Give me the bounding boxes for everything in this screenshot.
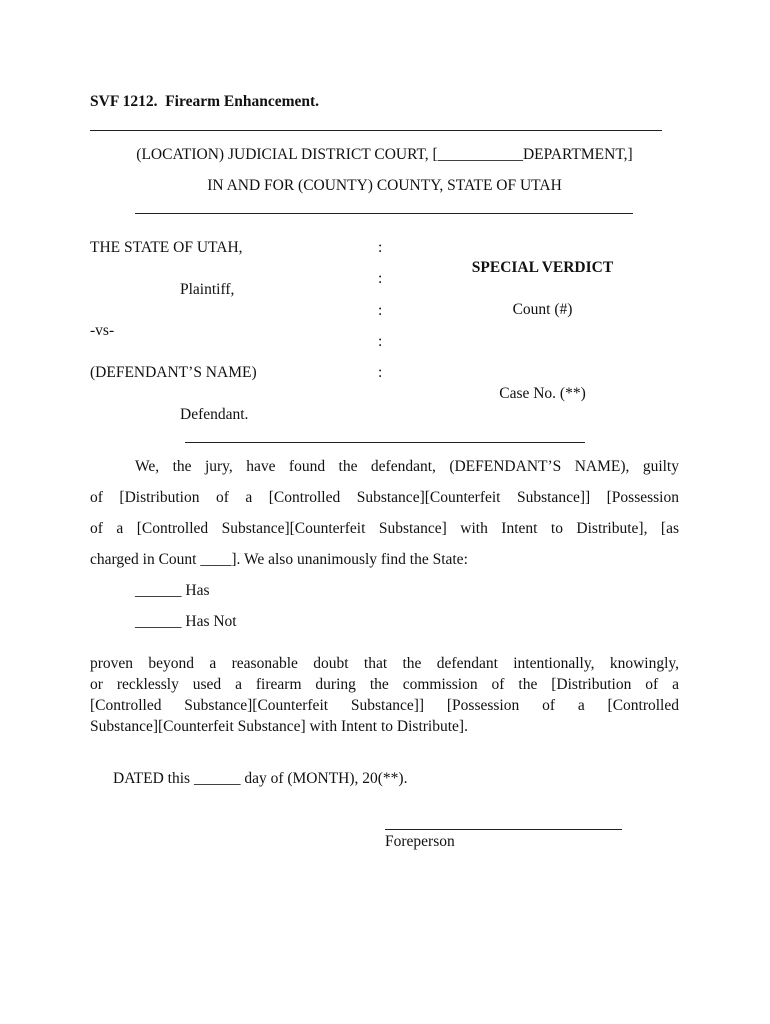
form-header [90, 93, 319, 111]
caption-separator: : [378, 270, 383, 287]
option-has: ______ Has [135, 582, 210, 599]
paragraph-2-line: [Controlled Substance][Counterfeit Substance]] [Possession of a [Controlled [90, 697, 679, 714]
caption-separator: : [378, 302, 383, 319]
case-number: Case No. (**) [499, 385, 586, 402]
caption-separator: : [378, 364, 383, 381]
paragraph-1-line: of [Distribution of a [Controlled Substance][Counterfeit Substance]] [Possession [90, 489, 679, 506]
court-line-1: (LOCATION) JUDICIAL DISTRICT COURT, [___________DEPARTMENT,] [136, 146, 633, 163]
count-number: Count (#) [512, 301, 573, 318]
form-code: SVF 1212. [90, 93, 158, 110]
paragraph-1-line: We, the jury, have found the defendant, (DEFENDANT’S NAME), guilty [135, 458, 679, 475]
dated-line: DATED this ______ day of (MONTH), 20(**). [113, 770, 408, 787]
defendant-party: (DEFENDANT’S NAME) [90, 364, 257, 381]
signature-line [385, 829, 622, 830]
foreperson-label: Foreperson [385, 833, 455, 850]
option-has-not: ______ Has Not [135, 613, 237, 630]
caption-rule [185, 442, 585, 443]
paragraph-2-line: or recklessly used a firearm during the commission of the [Distribution of a [90, 676, 679, 693]
paragraph-1-line: of a [Controlled Substance][Counterfeit Substance] with Intent to Distribute], [as [90, 520, 679, 537]
plaintiff-party: THE STATE OF UTAH, [90, 239, 243, 256]
caption-separator: : [378, 239, 383, 256]
court-rule [135, 213, 633, 214]
caption-separator: : [378, 333, 383, 350]
plaintiff-role: Plaintiff, [180, 281, 235, 298]
versus-label: -vs- [90, 322, 115, 339]
court-line-2: IN AND FOR (COUNTY) COUNTY, STATE OF UTAH [207, 177, 562, 194]
defendant-role: Defendant. [180, 406, 249, 423]
header-rule [90, 130, 662, 131]
paragraph-2-line: proven beyond a reasonable doubt that the defendant intentionally, knowingly, [90, 655, 679, 672]
paragraph-1-line: charged in Count ____]. We also unanimously find the State: [90, 551, 468, 568]
form-title: Firearm Enhancement. [165, 93, 320, 110]
document-title: SPECIAL VERDICT [471, 259, 614, 276]
paragraph-2-line: Substance][Counterfeit Substance] with Intent to Distribute]. [90, 718, 468, 735]
